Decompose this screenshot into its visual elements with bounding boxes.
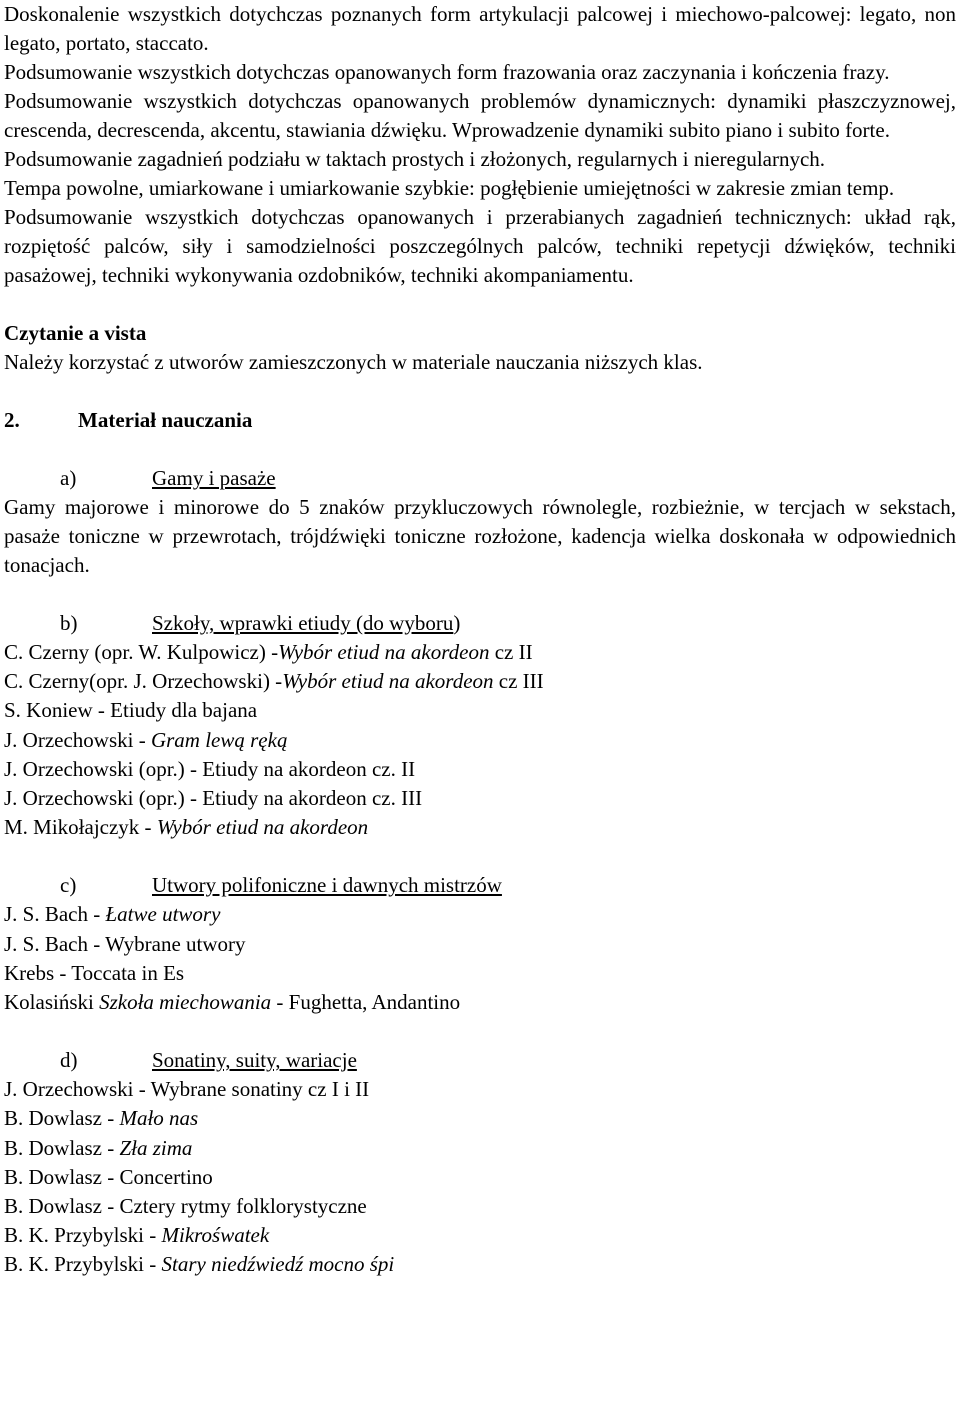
subsection-a-text: Gamy majorowe i minorowe do 5 znaków przykluczowych równolegle, rozbieżnie, w tercjach w sekstach, pasaże toniczne w przewrotach, trójdźwięki toniczne rozłożone, kadencja wielka doskonała w odpowiednich tonacjach. [4, 495, 956, 577]
subsection-c-heading [4, 871, 956, 900]
item-text: B. K. Przybylski - [4, 1223, 162, 1248]
subsection-b-heading [4, 609, 956, 638]
repertoire-item [4, 930, 956, 959]
item-text: J. Orzechowski - Wybrane sonatiny cz I i II [4, 1077, 370, 1102]
subsection-title: Utwory polifoniczne i dawnych mistrzów [152, 873, 502, 898]
item-text: B. Dowlasz - Cztery rytmy folklorystyczne [4, 1194, 367, 1219]
item-text: J. S. Bach - [4, 902, 106, 927]
item-text: B. Dowlasz - [4, 1135, 120, 1160]
repertoire-item [4, 667, 956, 696]
vista-heading: Czytanie a vista [4, 321, 147, 345]
repertoire-item [4, 1250, 956, 1279]
paragraph-phrasing: Podsumowanie wszystkich dotychczas opanowanych form frazowania oraz zaczynania i kończenia frazy. [4, 60, 890, 84]
repertoire-item [4, 900, 956, 929]
repertoire-item [4, 988, 956, 1017]
item-title-italic: Stary niedźwiedź mocno śpi [161, 1252, 395, 1277]
item-title-italic: Szkoła miechowania [99, 990, 272, 1015]
item-text: J. Orzechowski - [4, 727, 151, 752]
paragraph-technique: Podsumowanie wszystkich dotychczas opanowanych i przerabianych zagadnień technicznych: układ rąk, rozpiętość palców, siły i samodzielności poszczególnych palców, techniki repetycji dźwięków, techniki pasażowej, techniki wykonywania ozdobników, techniki akompaniamentu. [4, 205, 956, 287]
repertoire-list-d [4, 1075, 956, 1279]
repertoire-list-b [4, 638, 956, 842]
subsection-title: Gamy i pasaże [152, 466, 276, 490]
repertoire-item [4, 784, 956, 813]
item-text: Kolasiński [4, 990, 100, 1015]
item-text: J. Orzechowski (opr.) - Etiudy na akordeon cz. III [4, 786, 423, 811]
subsection-title: Sonatiny, suity, wariacje [152, 1048, 357, 1073]
item-text: Krebs - Toccata in Es [4, 960, 185, 985]
section-2-heading [4, 406, 956, 435]
repertoire-list-c [4, 900, 956, 1017]
item-title-italic: Mało nas [119, 1106, 199, 1131]
paragraph-meter: Podsumowanie zagadnień podziału w taktach prostych i złożonych, regularnych i nieregularnych. [4, 147, 826, 171]
item-title-italic: Łatwe utwory [105, 902, 221, 927]
subsection-title-close: ) [453, 611, 461, 635]
item-text: J. Orzechowski (opr.) - Etiudy na akordeon cz. II [4, 756, 416, 781]
item-text: C. Czerny (opr. W. Kulpowicz) - [4, 640, 279, 664]
item-suffix: cz III [493, 669, 544, 694]
item-text: J. S. Bach - Wybrane utwory [4, 931, 246, 956]
subsection-a-heading [4, 464, 956, 493]
subsection-letter: d) [60, 1048, 78, 1073]
item-suffix: - Fughetta, Andantino [271, 990, 461, 1015]
paragraph-tempo: Tempa powolne, umiarkowane i umiarkowanie szybkie: pogłębienie umiejętności w zakresie zmian temp. [4, 176, 895, 200]
subsection-letter: c) [60, 873, 77, 898]
repertoire-item [4, 1221, 956, 1250]
item-title-italic: Zła zima [119, 1135, 193, 1160]
item-text: S. Koniew - Etiudy dla bajana [4, 698, 258, 723]
repertoire-item [4, 813, 956, 842]
repertoire-item [4, 1192, 956, 1221]
item-text: B. K. Przybylski - [4, 1252, 162, 1277]
repertoire-item [4, 696, 956, 725]
section-title: Materiał nauczania [78, 408, 253, 432]
item-title-italic: Wybór etiud na akordeon [278, 640, 490, 664]
item-title-italic: Mikrośwatek [161, 1223, 270, 1248]
repertoire-item [4, 726, 956, 755]
repertoire-item [4, 1134, 956, 1163]
item-title-italic: Wybór etiud na akordeon [156, 815, 369, 840]
subsection-title: Szkoły, wprawki etiudy (do wyboru [152, 611, 454, 635]
paragraph-dynamics: Podsumowanie wszystkich dotychczas opanowanych problemów dynamicznych: dynamiki płaszczyznowej, crescenda, decrescenda, akcentu, stawiania dźwięku. Wprowadzenie dynamiki subito piano i subito forte. [4, 89, 956, 142]
item-title-italic: Gram lewą ręką [150, 727, 288, 752]
repertoire-item [4, 1163, 956, 1192]
subsection-letter: a) [60, 466, 77, 490]
repertoire-item [4, 638, 956, 667]
repertoire-item [4, 1104, 956, 1133]
item-text: C. Czerny(opr. J. Orzechowski) - [4, 669, 283, 694]
item-text: B. Dowlasz - Concertino [4, 1164, 213, 1189]
item-text: M. Mikołajczyk - [4, 815, 157, 840]
repertoire-item [4, 959, 956, 988]
section-number: 2. [4, 408, 20, 432]
repertoire-item [4, 755, 956, 784]
subsection-d-heading [4, 1046, 956, 1075]
subsection-letter: b) [60, 611, 78, 635]
document-page [4, 0, 956, 1280]
repertoire-item [4, 1075, 956, 1104]
paragraph-articulation: Doskonalenie wszystkich dotychczas poznanych form artykulacji palcowej i miechowo-palcowej: legato, non legato, portato, staccato. [4, 2, 956, 55]
item-text: B. Dowlasz - [4, 1106, 120, 1131]
vista-text: Należy korzystać z utworów zamieszczonych w materiale nauczania niższych klas. [4, 350, 703, 374]
item-title-italic: Wybór etiud na akordeon [282, 669, 494, 694]
item-suffix: cz II [489, 640, 533, 664]
